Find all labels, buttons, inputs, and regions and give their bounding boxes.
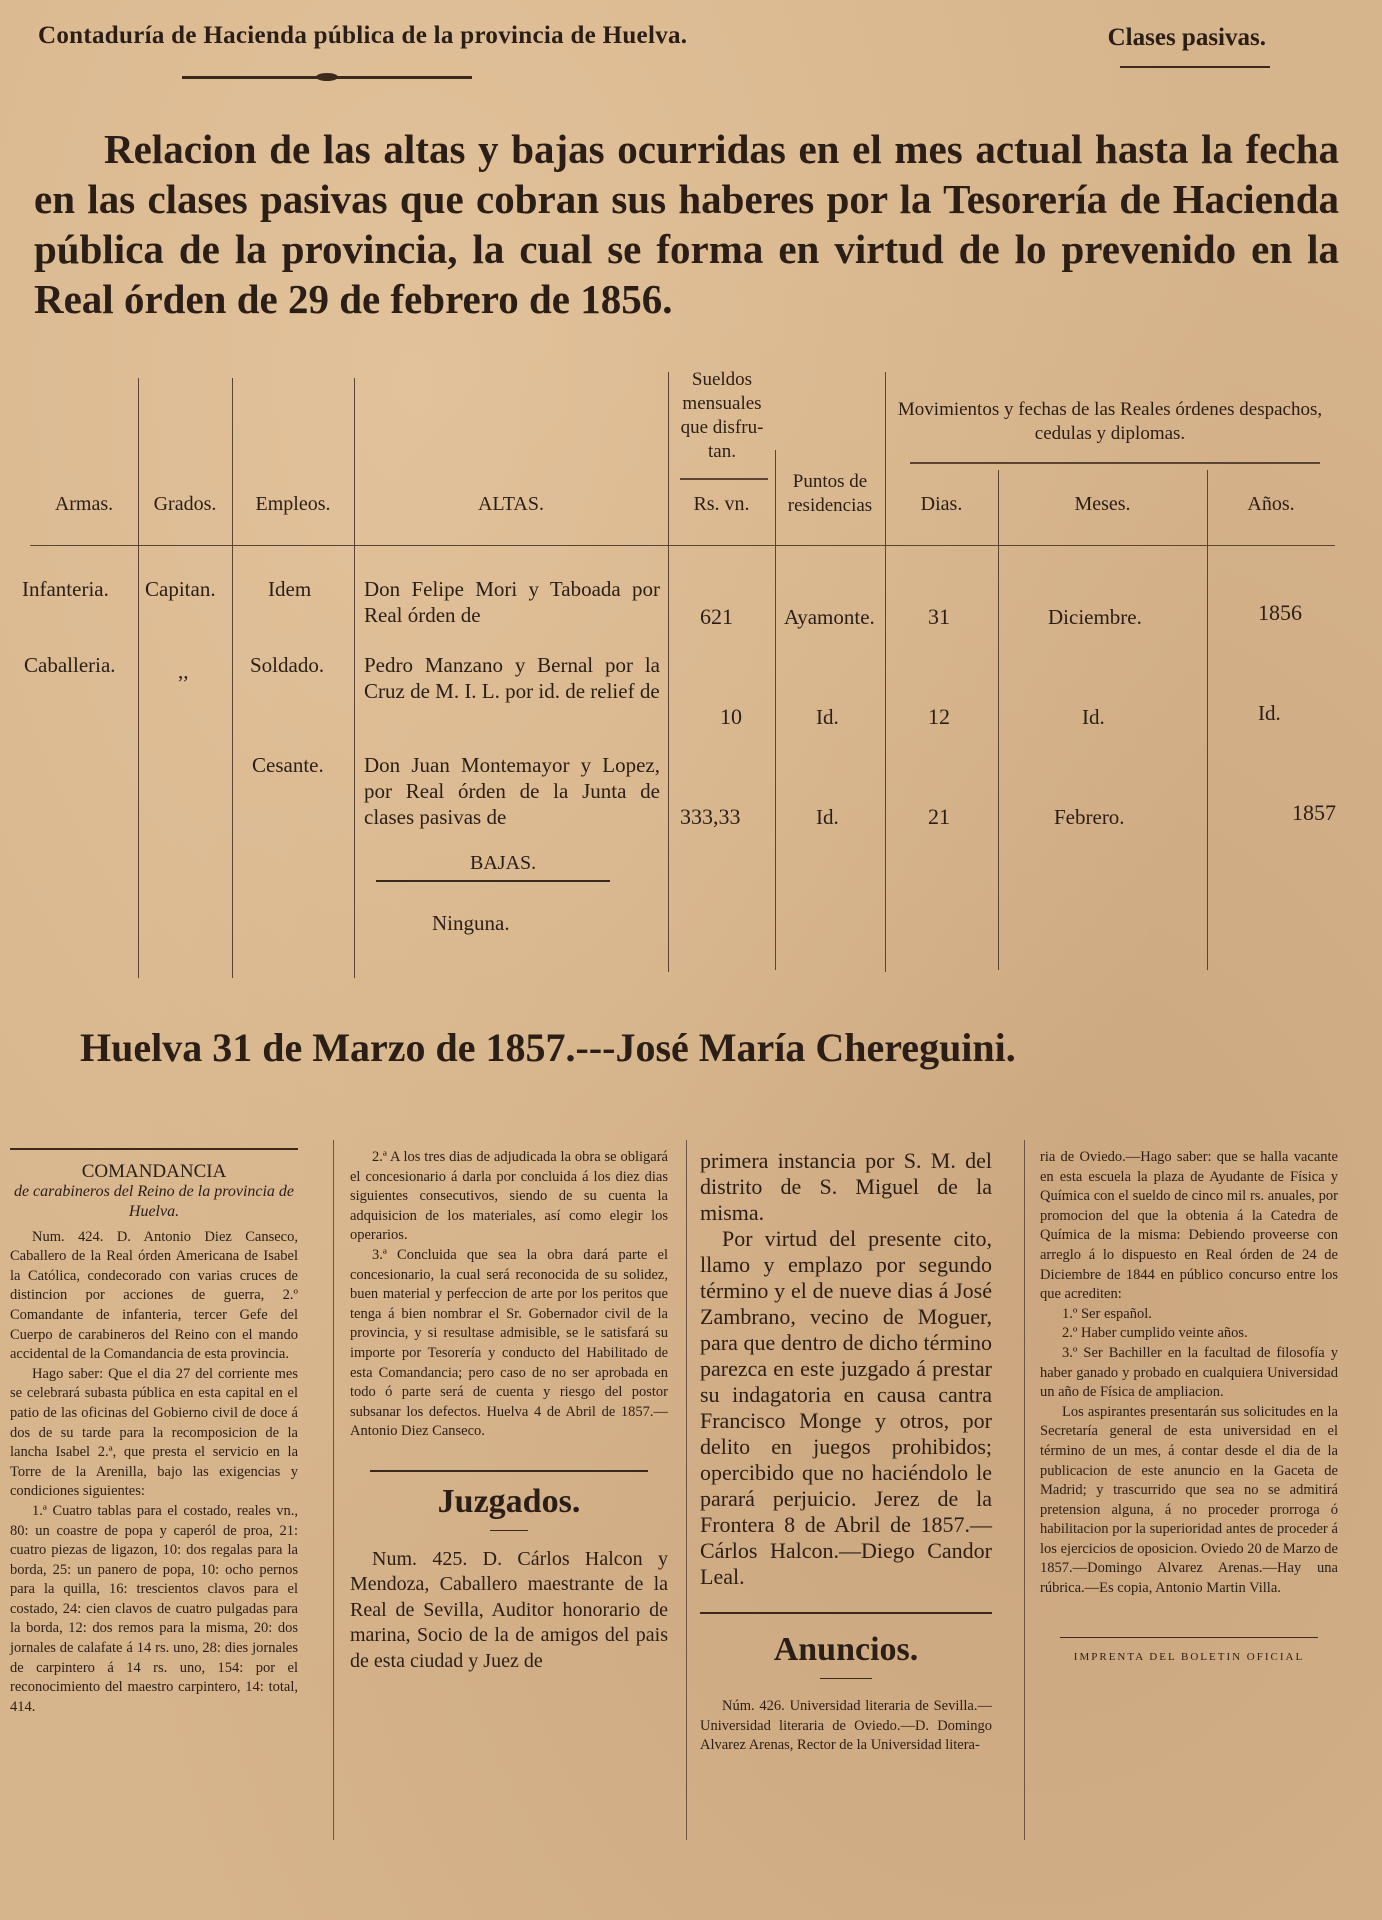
header-grados: Grados. — [153, 493, 217, 515]
bajas-label: BAJAS. — [470, 852, 537, 874]
cell-dias: 21 — [928, 804, 950, 829]
header-armas: Armas. — [54, 493, 114, 515]
header-dias: Dias. — [920, 493, 963, 515]
comandancia-paragraph: 1.ª Cuatro tablas para el costado, reales vn., 80: un coastre de popa y caperól de proa, 21: cuatro piezas de ligazon, 10: dos regalas para la borda, 25: un panero de popa, 10: ocho pernos para la quilla, 16: trescientos clavos para el costado, 24: cien clavos de cuatro pulgadas para la borda, 12: dos remos para la misma, 20: dos jornales de calafate á 14 rs. uno, 28: dies jornales de carpintero á 14 rs. uno, 154: por el reconocimiento del maestro carpintero, 14: total, 414. — [10, 1502, 298, 1715]
cell-grados: ,, — [178, 659, 189, 683]
signature-line: Huelva 31 de Marzo de 1857.---José María Chereguini. — [80, 1025, 1016, 1070]
column-anuncios — [700, 1148, 992, 1756]
section-ornament — [490, 1530, 528, 1531]
cell-puntos: Id. — [816, 705, 839, 729]
cell-puntos: Ayamonte. — [784, 605, 875, 629]
cell-meses: Diciembre. — [1048, 605, 1142, 629]
column-divider — [686, 1140, 687, 1840]
comandancia-subheading: de carabineros del Reino de la provincia de Huelva. — [13, 1182, 295, 1220]
bajas-ornament — [376, 880, 610, 882]
cell-empleos: Idem — [268, 577, 312, 601]
document-title: Relacion de las altas y bajas ocurridas en el mes actual hasta la fecha en las clases pasivas que cobran sus haberes por la Tesorería de Hacienda pública de la provincia, la cual se forma en virtud de lo prevenido en la Real órden de 29 de febrero de 1856. — [34, 126, 1339, 322]
cell-rs: 333,33 — [680, 804, 741, 829]
header-movimientos: Movimientos y fechas de las Reales órdenes despachos, cedulas y diplomas. — [897, 399, 1323, 444]
cell-anos: Id. — [1258, 701, 1281, 725]
cell-altas: Don Juan Montemayor y Lopez, por Real órden de la Junta de clases pasivas de — [364, 753, 660, 829]
header-meses: Meses. — [1074, 493, 1131, 515]
header-puntos: Puntos de residencias — [787, 471, 873, 516]
header-rsvn: Rs. vn. — [693, 493, 750, 515]
cell-meses: Id. — [1082, 705, 1105, 729]
column-divider — [333, 1140, 334, 1840]
cell-dias: 12 — [928, 704, 950, 729]
cell-rs: 10 — [720, 704, 742, 729]
comandancia-paragraph: Hago saber: Que el dia 27 del corriente mes se celebrará subasta pública en esta capital en el patio de las oficinas del Gobierno civil de doce á dos de su tarde para la recomposicion de la lancha Isabel 2.ª, que presta el servicio en la Torre de la Arenilla, bajo las exigencias y condiciones siguientes: — [10, 1365, 298, 1500]
header-altas: ALTAS. — [477, 493, 544, 515]
column-divider — [1024, 1140, 1025, 1840]
oviedo-requirement: 3.º Ser Bachiller en la facultad de filosofía y haber ganado y probado en cualquiera Universidad un año de Física de ampliacion. — [1040, 1344, 1338, 1401]
cell-grados: Capitan. — [145, 577, 216, 601]
header-right-ornament — [1120, 66, 1270, 68]
header-ornament-center — [316, 73, 338, 81]
section-separator — [370, 1470, 648, 1472]
cell-armas: Infanteria. — [22, 577, 109, 601]
imprenta-label: IMPRENTA DEL BOLETIN OFICIAL — [1073, 1650, 1305, 1663]
section-separator — [700, 1612, 992, 1614]
cell-anos: 1856 — [1258, 600, 1302, 625]
header-sueldos: Sueldos mensuales que disfru-tan. — [680, 369, 764, 462]
cell-meses: Febrero. — [1054, 805, 1125, 829]
column-comandancia — [10, 1148, 298, 1717]
comandancia-paragraph: Num. 424. D. Antonio Diez Canseco, Caballero de la Real órden Americana de Isabel la Católica, condecorado con varias cruces de distincion por acciones de guerra, 2.º Comandante de infanteria, tercer Gefe del Cuerpo de carabineros del Reino con el mando accidental de la Comandancia de esta provincia. — [10, 1228, 298, 1363]
cell-rs: 621 — [700, 604, 733, 629]
oviedo-requirement: 2.º Haber cumplido veinte años. — [1062, 1325, 1248, 1342]
cell-empleos: Soldado. — [250, 653, 325, 677]
header-left: Contaduría de Hacienda pública de la provincia de Huelva. — [38, 22, 688, 49]
bajas-value: Ninguna. — [432, 911, 510, 935]
anuncio-paragraph: Núm. 426. Universidad literaria de Sevilla.—Universidad literaria de Oviedo.—D. Domingo Alvarez Arenas, Rector de la Universidad litera- — [700, 1698, 992, 1754]
cell-empleos: Cesante. — [252, 753, 324, 777]
juzgados-paragraph: Num. 425. D. Cárlos Halcon y Mendoza, Caballero maestrante de la Real de Sevilla, Auditor honorario de marina, Socio de la de amigos del pais de esta ciudad y Juez de — [350, 1547, 668, 1672]
header-right: Clases pasivas. — [1107, 24, 1266, 51]
oviedo-requirement: 1.º Ser español. — [1062, 1305, 1152, 1322]
header-anos: Años. — [1247, 493, 1295, 515]
column-oviedo — [1040, 1148, 1338, 1667]
cell-dias: 31 — [928, 604, 950, 629]
header-empleos: Empleos. — [255, 493, 331, 515]
oviedo-paragraph: ria de Oviedo.—Hago saber: que se halla vacante en esta escuela la plaza de Ayudante de Física y Química con el sueldo de cinco mil rs. anuales, por promocion del que la obtenia á la Catedra de Química de la misma: Debiendo proveerse con arreglo á lo dispuesto en Real órden de 24 de Diciembre de 1844 en público concurso entre los que acrediten: — [1040, 1149, 1338, 1303]
cell-altas: Pedro Manzano y Bernal por la Cruz de M. I. L. por id. de relief de — [364, 653, 660, 703]
section-ornament — [820, 1678, 872, 1679]
edict-paragraph: Por virtud del presente cito, llamo y emplazo por segundo término y el de nueve dias á José Zambrano, vecino de Moguer, para que dentro de dicho término parezca en este juzgado á prestar su indagatoria en causa cantra Francisco Monge y otros, por delito en juegos prohibidos; opercibido que no haciéndolo le parará perjuicio. Jerez de la Frontera 8 de Abril de 1857.—Cárlos Halcon.—Diego Candor Leal. — [700, 1226, 992, 1589]
edict-paragraph: primera instancia por S. M. del distrito de S. Miguel de la misma. — [700, 1148, 992, 1225]
imprenta-separator — [1060, 1637, 1318, 1638]
comandancia-heading: COMANDANCIA — [81, 1161, 227, 1182]
column-juzgados — [350, 1148, 668, 1674]
cell-anos: 1857 — [1292, 800, 1336, 825]
conditions-paragraph: 2.ª A los tres dias de adjudicada la obra se obligará el concesionario á darla por concluida á los diez dias siguientes consecutivos, siendo de su cuenta la adquisicion de los materiales, así como elegir los operarios. — [350, 1149, 668, 1244]
oviedo-paragraph: Los aspirantes presentarán sus solicitudes en la Secretaría general de esta universidad en el término de un mes, á contar desde el dia de la publicacion de este anuncio en la Gaceta de Madrid; y trascurrido que sea no se admitirá pretension alguna, á no proceder prorroga ó habilitacion por la superioridad antes de proceder á los ejercicios de oposicion. Oviedo 20 de Marzo de 1857.—Domingo Alvarez Arenas.—Hay una rúbrica.—Es copia, Antonio Martin Villa. — [1040, 1403, 1338, 1597]
section-title-juzgados: Juzgados. — [437, 1482, 581, 1520]
conditions-paragraph: 3.ª Concluida que sea la obra dará parte el concesionario, la cual será reconocida de su solidez, buen material y perfeccion de arte por los peritos que tenga á bien nombrar el Sr. Gobernador civil de la provincia, y si resultase admisible, se le satisfará su importe por Tesorería y conducto del Habilitado de esta Comandancia; pero caso de no ser aprobada en todo ó parte será de cuenta y riesgo del postor subsanar los defectos. Huelva 4 de Abril de 1857.—Antonio Diez Canseco. — [350, 1246, 668, 1440]
cell-puntos: Id. — [816, 805, 839, 829]
cell-armas: Caballeria. — [24, 653, 116, 677]
column-ornament — [10, 1148, 298, 1150]
cell-altas: Don Felipe Mori y Taboada por Real órden de — [364, 577, 660, 627]
section-title-anuncios: Anuncios. — [773, 1631, 919, 1668]
